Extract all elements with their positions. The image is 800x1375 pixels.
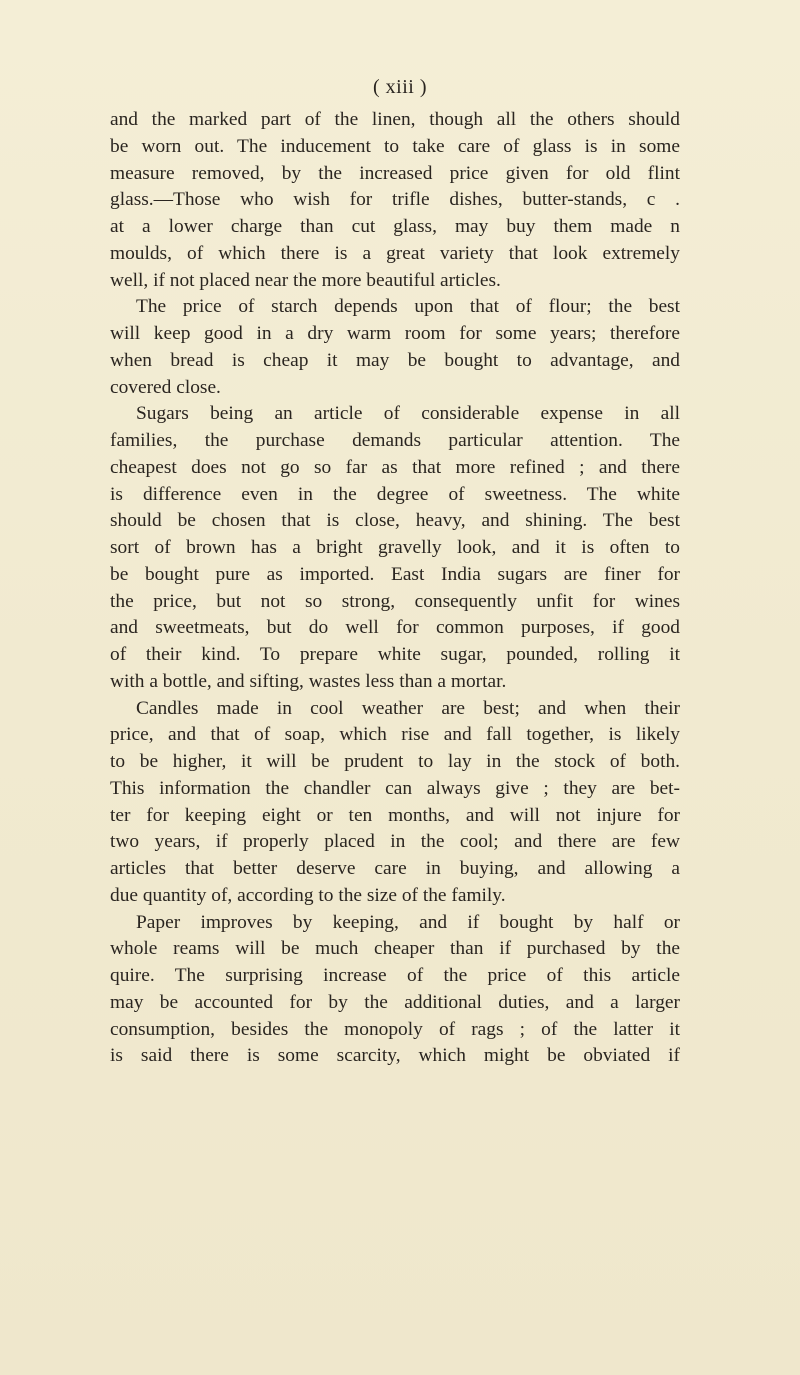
text-line: quire. The surprising increase of the price of this article	[110, 965, 680, 986]
text-line: consumption, besides the monopoly of rags ; of the latter it	[110, 1018, 680, 1040]
body-text	[110, 107, 680, 1070]
text-line: is difference even in the degree of sweetness. The white	[110, 483, 680, 505]
text-line: of their kind. To prepare white sugar, pounded, rolling it	[110, 644, 680, 665]
text-line: two years, if properly placed in the cool; and there are few	[110, 831, 680, 853]
text-line: be worn out. The inducement to take care of glass is in some	[110, 135, 680, 157]
text-line: be bought pure as imported. East India sugars are finer for	[110, 563, 680, 585]
text-line: when bread is cheap it may be bought to advantage, and	[110, 349, 680, 371]
text-line: The price of starch depends upon that of flour; the best	[136, 296, 680, 318]
text-line: whole reams will be much cheaper than if purchased by the	[110, 938, 680, 960]
text-line: is said there is some scarcity, which might be obviated if	[110, 1045, 680, 1067]
text-line: ter for keeping eight or ten months, and will not injure for	[110, 804, 680, 826]
text-line: with a bottle, and sifting, wastes less than a mortar.	[110, 670, 507, 692]
text-line: moulds, of which there is a great variety that look extremely	[110, 242, 680, 264]
text-line: Candles made in cool weather are best; and when their	[136, 697, 680, 719]
text-line: glass.—Those who wish for trifle dishes, butter-stands, c .	[110, 189, 680, 211]
text-line: may be accounted for by the additional duties, and a larger	[110, 991, 680, 1013]
text-line: and sweetmeats, but do well for common purposes, if good	[110, 617, 680, 639]
page-number: ( xiii )	[373, 76, 427, 98]
text-line: at a lower charge than cut glass, may buy them made n	[110, 216, 680, 237]
text-line: sort of brown has a bright gravelly look, and it is often to	[110, 537, 680, 558]
text-line: will keep good in a dry warm room for some years; therefore	[110, 323, 680, 344]
text-line: families, the purchase demands particular attention. The	[110, 430, 680, 451]
text-line: well, if not placed near the more beautiful articles.	[110, 269, 501, 291]
text-line: and the marked part of the linen, though all the others should	[110, 109, 680, 130]
text-line: cheapest does not go so far as that more refined ; and there	[110, 456, 680, 478]
text-line: articles that better deserve care in buying, and allowing a	[110, 858, 680, 879]
text-line: price, and that of soap, which rise and fall together, is likely	[110, 724, 680, 746]
text-line: Sugars being an article of considerable expense in all	[136, 403, 680, 425]
text-line: covered close.	[110, 376, 221, 398]
text-line: Paper improves by keeping, and if bought by half or	[136, 911, 680, 933]
text-line: should be chosen that is close, heavy, and shining. The best	[110, 510, 680, 532]
text-line: This information the chandler can always give ; they are bet-	[110, 777, 680, 799]
text-line: due quantity of, according to the size of the family.	[110, 884, 506, 906]
text-line: to be higher, it will be prudent to lay in the stock of both.	[110, 751, 680, 772]
text-line: the price, but not so strong, consequently unfit for wines	[110, 590, 680, 612]
text-line: measure removed, by the increased price given for old flint	[110, 162, 680, 184]
